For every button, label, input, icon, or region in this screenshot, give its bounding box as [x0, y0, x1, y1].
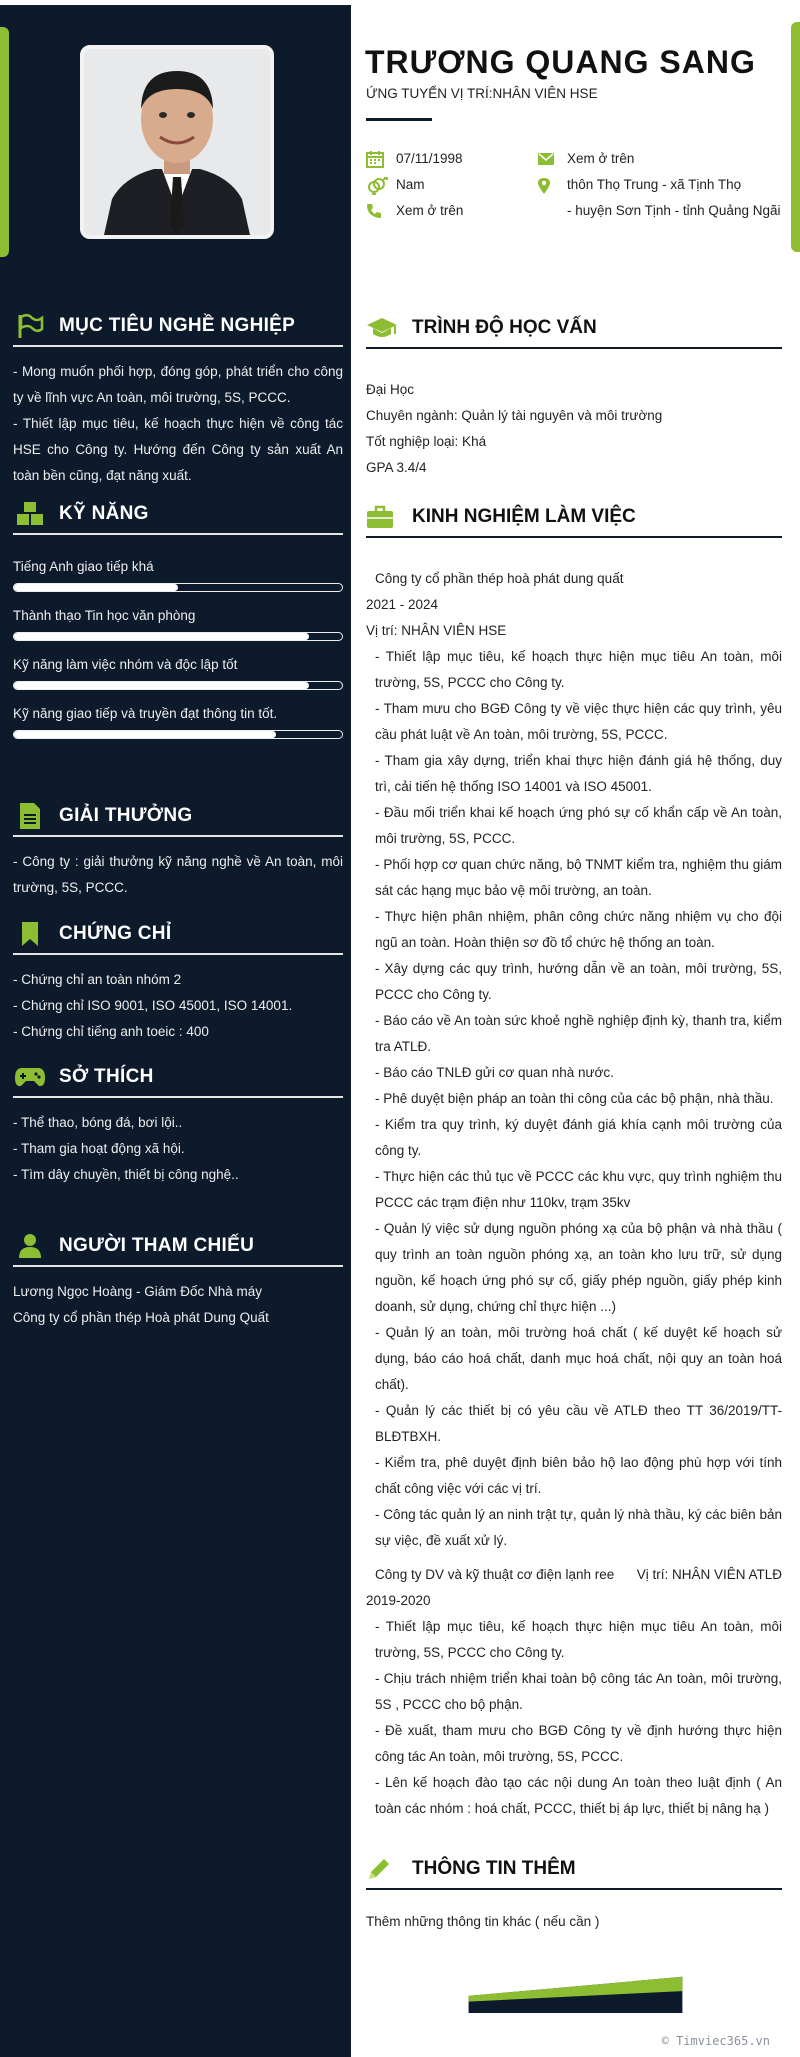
flag-icon [13, 311, 47, 341]
awards-title: GIẢI THƯỞNG [59, 805, 193, 826]
briefcase-icon [366, 502, 402, 532]
email-icon [537, 146, 567, 172]
job-company: Công ty cổ phần thép hoà phát dung quất [375, 571, 624, 586]
education-major: Chuyên ngành: Quản lý tài nguyên và môi trường [366, 408, 663, 423]
duty-item: - Đầu mối triển khai kế hoạch ứng phó sự cố khẩn cấp về An toàn, môi trường, 5S, PCCC. [375, 805, 782, 846]
job-duties [366, 1614, 782, 1822]
skill-bar [13, 583, 343, 592]
email-row [537, 146, 787, 172]
duty-item: - Báo cáo TNLĐ gửi cơ quan nhà nước. [375, 1065, 614, 1080]
reference-line: Lương Ngọc Hoàng - Giám Đốc Nhà máy [13, 1284, 262, 1299]
footer-decoration [351, 1973, 800, 2013]
additional-text: Thêm những thông tin khác ( nếu cần ) [366, 1914, 600, 1929]
reference-line: Công ty cổ phần thép Hoà phát Dung Quất [13, 1310, 269, 1325]
gender-row [366, 172, 536, 198]
skill-label: Thành thạo Tin học văn phòng [13, 608, 196, 623]
hobby-item: - Thể thao, bóng đá, bơi lội.. [13, 1115, 183, 1130]
hobby-item: - Tìm dây chuyền, thiết bị công nghệ.. [13, 1167, 239, 1182]
hobbies-title: SỞ THÍCH [59, 1066, 154, 1087]
education-header [366, 309, 782, 349]
pencil-icon [366, 1854, 402, 1884]
education-body [366, 377, 782, 481]
certificate-item: - Chứng chỉ ISO 9001, ISO 45001, ISO 14001. [13, 998, 293, 1013]
objective-paragraph: - Mong muốn phối hợp, đóng góp, phát triển cho công ty về lĩnh vực An toàn, môi trường, 5S, PCCC. [13, 364, 343, 405]
job-company: Công ty DV và kỹ thuật cơ điện lạnh ree [375, 1567, 615, 1582]
skill-label: Kỹ năng giao tiếp và truyền đạt thông tin tốt. [13, 706, 278, 721]
duty-item: - Thực hiện các thủ tục về PCCC các khu vực, quy trình nghiệm thu PCCC các trạm điện như 110kv, trạm 35kv [375, 1169, 782, 1210]
skills-list [13, 559, 343, 739]
name-underline [366, 118, 432, 121]
duty-item: - Quản lý các thiết bị có yêu cầu về ATLĐ theo TT 36/2019/TT-BLĐTBXH. [375, 1403, 782, 1444]
gender-value: Nam [396, 177, 425, 192]
hobbies-section [13, 1058, 343, 1188]
map-pin-icon [537, 172, 567, 224]
duty-item: - Thiết lập mục tiêu, kế hoạch thực hiện mục tiêu An toàn, môi trường, 5S, PCCC cho Công ty. [375, 649, 782, 690]
duty-item: - Thiết lập mục tiêu, kế hoạch thực hiện mục tiêu An toàn, môi trường, 5S, PCCC cho Công ty. [375, 1619, 782, 1660]
user-icon [13, 1231, 47, 1261]
duty-item: - Kiểm tra quy trình, ký duyệt đánh giá khía cạnh môi trường của công ty. [375, 1117, 782, 1158]
accent-bar-left [0, 27, 9, 257]
duty-item: - Báo cáo về An toàn sức khoẻ nghề nghiệp định kỳ, thanh tra, kiểm tra ATLĐ. [375, 1013, 782, 1054]
references-title: NGƯỜI THAM CHIẾU [59, 1235, 255, 1256]
skill-bar-fill [14, 731, 276, 738]
education-rank: Tốt nghiệp loại: Khá [366, 434, 487, 449]
sidebar [0, 5, 351, 2057]
gender-icon [366, 172, 396, 198]
objective-paragraph: - Thiết lập mục tiêu, kế hoạch thực hiện về công tác HSE cho Công ty. Hướng đến Công ty sản xuất An toàn bền cũng, đạt năng xuất. [13, 416, 343, 483]
job-role: Vị trí: NHÂN VIÊN ATLĐ [636, 1567, 782, 1582]
skill-bar-fill [14, 584, 178, 591]
skill-item [13, 608, 343, 641]
job-period: 2019-2020 [366, 1593, 431, 1608]
candidate-position: ỨNG TUYỂN VỊ TRÍ:NHÂN VIÊN HSE [366, 86, 598, 101]
duty-item: - Tham mưu cho BGĐ Công ty về việc thực hiện các quy trình, yêu cầu phát luật về An toàn, môi trường, 5S, PCCC. [375, 701, 782, 742]
email-value: Xem ở trên [567, 151, 635, 166]
duty-item: - Xây dựng các quy trình, hướng dẫn về an toàn, môi trường, 5S, PCCC cho Công ty. [375, 961, 782, 1002]
phone-row [366, 198, 536, 224]
duty-item: - Quản lý an toàn, môi trường hoá chất ( kế duyệt kế hoạch sử dụng, báo cáo hoá chất, danh mục hoá chất, nội quy an toàn hoá chất). [375, 1325, 782, 1392]
education-gpa: GPA 3.4/4 [366, 460, 427, 475]
objective-title: MỤC TIÊU NGHỀ NGHIỆP [59, 315, 296, 336]
awards-text: - Công ty : giải thưởng kỹ năng nghề về An toàn, môi trường, 5S, PCCC. [13, 854, 343, 895]
duty-item: - Đề xuất, tham mưu cho BGĐ Công ty về định hướng thực hiện công tác An toàn, môi trường, 5S, PCCC. [375, 1723, 782, 1764]
skill-item [13, 657, 343, 690]
additional-body [366, 1909, 782, 1935]
job-duties [366, 644, 782, 1554]
certificates-section [13, 915, 343, 1045]
address-line: thôn Thọ Trung - xã Tịnh Thọ [567, 177, 742, 192]
experience-title: KINH NGHIỆM LÀM VIỆC [412, 506, 636, 527]
accent-bar-right [791, 22, 800, 252]
skill-label: Kỹ năng làm việc nhóm và độc lập tốt [13, 657, 238, 672]
duty-item: - Kiểm tra, phê duyệt định biên bảo hộ lao động phù hợp với tính chất công việc với các vị trí. [375, 1455, 782, 1496]
candidate-name: TRƯƠNG QUANG SANG [365, 44, 756, 80]
additional-title: THÔNG TIN THÊM [412, 1858, 576, 1879]
experience-header [366, 498, 782, 538]
duty-item: - Phê duyệt biện pháp an toàn thi công của các bộ phận, nhà thầu. [375, 1091, 774, 1106]
duty-item: - Thực hiện phân nhiệm, phân công chức năng nhiệm vụ cho đội ngũ an toàn. Hoàn thiện sơ đồ tổ chức hệ thống an toàn. [375, 909, 782, 950]
birthday-value: 07/11/1998 [396, 151, 463, 166]
skill-bar-fill [14, 633, 309, 640]
certificates-title: CHỨNG CHỈ [59, 923, 172, 944]
additional-header [366, 1850, 782, 1890]
phone-value: Xem ở trên [396, 203, 464, 218]
duty-item: - Phối hợp cơ quan chức năng, bộ TNMT kiểm tra, nghiệm thu giám sát các hạng mục bảo vệ môi trường, an toàn. [375, 857, 782, 898]
references-section [13, 1227, 343, 1331]
address-row [537, 172, 787, 224]
hobby-item: - Tham gia hoạt động xã hội. [13, 1141, 185, 1156]
watermark: © Timviec365.vn [661, 2034, 770, 2048]
experience-body [366, 566, 782, 1822]
graduation-cap-icon [366, 313, 402, 343]
calendar-icon [366, 146, 396, 172]
duty-item: - Công tác quản lý an ninh trật tự, quản lý nhà thầu, ký các biên bản sự việc, đề xuất xử lý. [375, 1507, 782, 1548]
objective-section [13, 307, 343, 489]
job-header-line [366, 1562, 782, 1588]
skills-section [13, 495, 343, 755]
duty-item: - Chịu trách nhiệm triển khai toàn bộ công tác An toàn, môi trường, 5S , PCCC cho bộ phận. [375, 1671, 782, 1712]
birthday-row [366, 146, 536, 172]
skill-item [13, 706, 343, 739]
skill-bar [13, 730, 343, 739]
education-level: Đại Học [366, 382, 415, 397]
skill-item [13, 559, 343, 592]
skill-bar [13, 681, 343, 690]
bookmark-icon [13, 919, 47, 949]
phone-icon [366, 198, 396, 224]
certificate-item: - Chứng chỉ tiếng anh toeic : 400 [13, 1024, 209, 1039]
job-period: 2021 - 2024 [366, 597, 439, 612]
duty-item: - Quản lý việc sử dụng nguồn phóng xạ của bộ phận và nhà thầu ( quy trình an toàn nguồn phóng xạ, an toàn kho lưu trữ, sử dụng nguồn, kế hoạch ứng phó sự cố, giấy phép nguồn, giấy phép kinh doanh, sử dụng, chứng chỉ thực hiện ...) [375, 1221, 782, 1314]
skill-bar-fill [14, 682, 309, 689]
cubes-icon [13, 499, 47, 529]
duty-item: - Lên kế hoạch đào tạo các nội dung An toàn theo luật định ( An toàn các nhóm : hoá chất, PCCC, thiết bị áp lực, thiết bị nâng hạ ) [375, 1775, 782, 1816]
document-icon [13, 801, 47, 831]
address-line: - huyện Sơn Tịnh - tỉnh Quảng Ngãi [567, 203, 781, 218]
education-title: TRÌNH ĐỘ HỌC VẤN [412, 317, 597, 338]
skills-title: KỸ NĂNG [59, 503, 149, 524]
awards-section [13, 797, 343, 901]
avatar [80, 45, 274, 239]
skill-label: Tiếng Anh giao tiếp khá [13, 559, 154, 574]
certificate-item: - Chứng chỉ an toàn nhóm 2 [13, 972, 182, 987]
duty-item: - Tham gia xây dựng, triển khai thực hiện đánh giá hệ thống, duy trì, cải tiến hệ thống ISO 14001 và ISO 45001. [375, 753, 782, 794]
skill-bar [13, 632, 343, 641]
gamepad-icon [13, 1062, 47, 1092]
job-role: Vị trí: NHÂN VIÊN HSE [366, 623, 507, 638]
